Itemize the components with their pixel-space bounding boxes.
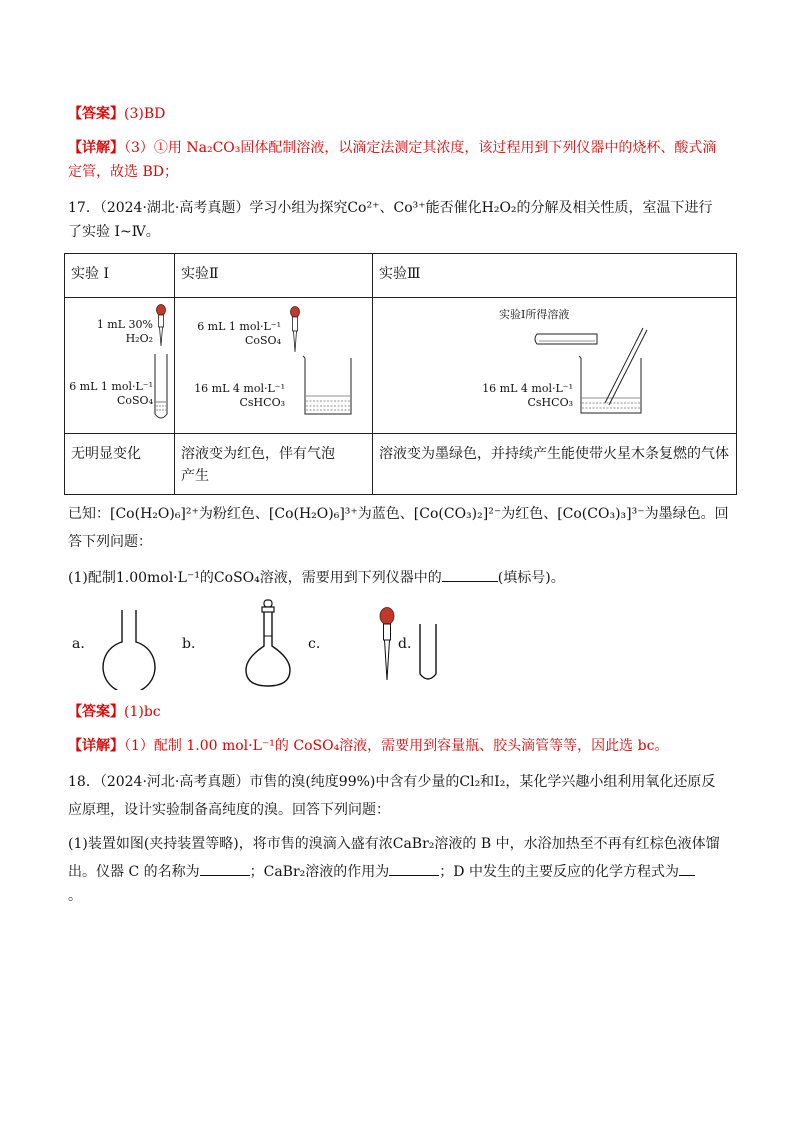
question-18-1-line3: 。 — [68, 888, 82, 904]
question-18-line1: 18．（2024·河北·高考真题）市售的溴(纯度99%)中含有少量的Cl₂和I₂，某化学兴趣小组利用氧化还原反 — [68, 774, 716, 790]
answer-blank — [679, 875, 695, 876]
detail-16-line2: 定管，故选 BD； — [68, 164, 178, 180]
q18-part-b: ；CaBr₂溶液的作用为 — [249, 864, 390, 880]
exp2-top-label-line1: 6 mL 1 mol·L⁻¹ — [197, 320, 281, 333]
known-line1: 已知：[Co(H₂O)₆]²⁺为粉红色、[Co(H₂O)₆]³⁺为蓝色、[Co(CO₃)₂]²⁻为红色、[Co(CO₃)₃]³⁻为墨绿色。回 — [68, 506, 729, 522]
exp1-top-label-line2: H₂O₂ — [125, 332, 153, 345]
exp1-bottom-label-line1: 6 mL 1 mol·L⁻¹ — [69, 380, 153, 393]
dropper-icon — [376, 606, 398, 686]
exp1-bottom-label-line2: CoSO₄ — [116, 394, 153, 407]
option-c-label: c. — [308, 636, 321, 652]
exp3-top-label: 实验I所得溶液 — [499, 308, 570, 321]
question-18-line2: 应原理，设计实验制备高纯度的溴。回答下列问题： — [68, 802, 390, 818]
experiment-table — [64, 253, 737, 495]
q18-part-c: ；D 中发生的主要反应的化学方程式为 — [439, 864, 679, 880]
result-exp2 — [175, 434, 373, 495]
test-tube-dropper-icon — [147, 298, 175, 433]
answer-blank — [200, 875, 250, 876]
exp2-top-label-line2: CoSO₄ — [244, 334, 281, 347]
answer-17 — [68, 702, 161, 722]
question-17-1-text: (1)配制1.00mol·L⁻¹的CoSO₄溶液，需要用到下列仪器中的 — [68, 570, 442, 586]
q18-part-a: 出。仪器 C 的名称为 — [68, 864, 200, 880]
detail-17 — [68, 736, 668, 756]
result-exp2-text: 溶液变为红色，伴有气泡产生 — [181, 446, 335, 484]
header-exp3 — [373, 254, 737, 298]
diagram-exp2 — [175, 298, 373, 434]
round-bottom-flask-icon — [98, 606, 160, 690]
exp1-top-label-line1: 1 mL 30% — [96, 318, 153, 331]
diagram-exp3 — [373, 298, 737, 434]
header-exp1 — [65, 254, 175, 298]
header-exp1-label: 实验 I — [71, 266, 109, 282]
answer-tag: 【答案】 — [68, 704, 124, 720]
diagram-exp1 — [65, 298, 175, 434]
exp1-top-label — [67, 318, 153, 346]
option-a-label: a. — [72, 636, 85, 652]
question-17-1 — [68, 568, 565, 588]
detail-text: （1）配制 1.00 mol·L⁻¹的 CoSO₄溶液，需要用到容量瓶、胶头滴管等等，因此选 bc。 — [124, 738, 669, 754]
detail-16-line1 — [68, 138, 716, 158]
exp3-bottom-label-line2: CsHCO₃ — [527, 396, 573, 409]
volumetric-flask-icon — [240, 598, 296, 690]
question-18-1-line1: (1)装置如图(夹持装置等略)，将市售的溴滴入盛有浓CaBr₂溶液的 B 中，水浴加热至不再有红棕色液体馏 — [68, 836, 720, 852]
question-17-line2: 了实验 I~Ⅳ。 — [68, 224, 160, 240]
result-exp1 — [65, 434, 175, 495]
question-17-1-suffix: (填标号)。 — [497, 570, 565, 586]
option-b-label: b. — [182, 636, 196, 652]
header-exp2 — [175, 254, 373, 298]
test-tube-icon — [416, 622, 440, 686]
detail-text: （3）①用 Na₂CO₃固体配制溶液，以滴定法测定其浓度，该过程用到下列仪器中的烧杯、酸式滴 — [124, 140, 717, 156]
result-exp1-text: 无明显变化 — [71, 446, 141, 462]
detail-tag: 【详解】 — [68, 738, 124, 754]
answer-tag: 【答案】 — [68, 106, 124, 122]
result-exp3-text: 溶液变为墨绿色，并持续产生能使带火星木条复燃的气体 — [379, 446, 729, 462]
result-exp3 — [373, 434, 737, 495]
exp2-bottom-label — [179, 382, 285, 410]
answer-16 — [68, 104, 165, 124]
answer-text: (3)BD — [124, 106, 166, 122]
known-line2: 答下列问题： — [68, 534, 152, 550]
beaker-pouring-icon — [533, 298, 653, 433]
header-exp2-label: 实验Ⅱ — [181, 266, 219, 282]
question-17-line1: 17．（2024·湖北·高考真题）学习小组为探究Co²⁺、Co³⁺能否催化H₂O₂的分解及相关性质，室温下进行 — [68, 200, 713, 216]
answer-blank — [389, 875, 439, 876]
header-exp3-label: 实验Ⅲ — [379, 266, 421, 282]
answer-blank — [442, 581, 498, 582]
beaker-dropper-icon — [283, 298, 363, 433]
answer-text: (1)bc — [124, 704, 161, 720]
exp2-bottom-label-line1: 16 mL 4 mol·L⁻¹ — [194, 382, 285, 395]
option-d-label: d. — [398, 636, 412, 652]
detail-tag: 【详解】 — [68, 140, 124, 156]
exp3-bottom-label-line1: 16 mL 4 mol·L⁻¹ — [482, 382, 573, 395]
exp2-bottom-label-line2: CsHCO₃ — [239, 396, 285, 409]
exp2-top-label — [185, 320, 281, 348]
exp1-bottom-label — [67, 380, 153, 408]
question-18-1-line2 — [68, 862, 695, 882]
